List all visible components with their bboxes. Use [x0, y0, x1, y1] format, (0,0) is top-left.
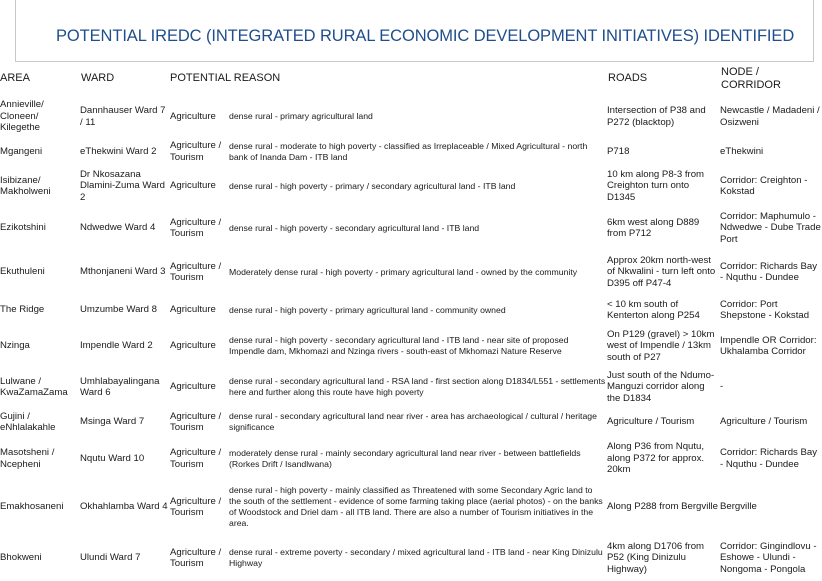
- roads-cell: 4km along D1706 from P52 (King Dinizulu Highway): [607, 540, 705, 575]
- potential-cell: Agriculture: [170, 180, 216, 192]
- area-cell: Nzinga: [0, 340, 30, 352]
- table-row: [0, 368, 822, 406]
- reason-cell: dense rural - high poverty - secondary agricultural land - ITB land - near site of proposed Impendle dam, Mkhomazi and Nzinga rivers - south-east of Mkhomazi Nature Reserve: [229, 335, 569, 356]
- node-cell: Corridor: Creighton - Kokstad: [720, 174, 808, 197]
- ward-cell: Impendle Ward 2: [80, 340, 153, 352]
- node-cell: Bergville: [720, 501, 757, 513]
- node-cell: Corridor: Gingindlovu - Eshowe - Ulundi - Nongoma - Pongola: [720, 540, 817, 575]
- roads-cell: Approx 20km north-west of Nkwalini - turn left onto D395 off P47-4: [607, 254, 716, 289]
- ward-cell: Umhlabayalingana Ward 6: [80, 375, 160, 398]
- ward-cell: Mthonjaneni Ward 3: [80, 266, 166, 278]
- page-title: POTENTIAL IREDC (INTEGRATED RURAL ECONOMIC DEVELOPMENT INITIATIVES) IDENTIFIED: [56, 27, 795, 45]
- table-row: [0, 325, 822, 367]
- roads-cell: Intersection of P38 and P272 (blacktop): [607, 105, 706, 128]
- roads-cell: On P129 (gravel) > 10km west of Impendle / 13km south of P27: [607, 328, 715, 363]
- roads-cell: < 10 km south of Kenterton along P254: [607, 298, 700, 321]
- potential-cell: Agriculture / Tourism: [170, 140, 222, 163]
- area-cell: Emakhosaneni: [0, 501, 64, 513]
- reason-cell: dense rural - primary agricultural land: [229, 111, 373, 121]
- node-cell: -: [720, 381, 724, 393]
- potential-cell: Agriculture / Tourism: [170, 216, 222, 239]
- area-cell: Lulwane / KwaZamaZama: [0, 375, 68, 398]
- table-row: [0, 207, 822, 249]
- reason-cell: dense rural - secondary agricultural land near river - area has archaeological / cultural / heritage significance: [229, 411, 597, 432]
- node-cell: Corridor: Maphumulo - Ndwedwe - Dube Trade Port: [720, 210, 821, 245]
- reason-cell: dense rural - high poverty - secondary agricultural land - ITB land: [229, 222, 480, 233]
- ward-cell: Dr Nkosazana Dlamini-Zuma Ward 2: [80, 168, 165, 203]
- reason-cell: moderately dense rural - mainly secondary agricultural land near river - between battlefields (Rorkes Drift / Isandlwana): [229, 447, 581, 469]
- area-cell: Ezikotshini: [0, 222, 46, 234]
- reason-cell: Moderately dense rural - high poverty - primary agricultural land - owned by the community: [229, 266, 578, 277]
- roads-cell: 10 km along P8-3 from Creighton turn onto D1345: [607, 168, 705, 203]
- table-row: [0, 138, 822, 165]
- potential-cell: Agriculture: [170, 110, 216, 122]
- roads-cell: 6km west along D889 from P712: [607, 216, 700, 239]
- node-cell: Impendle OR Corridor: Ukhalamba Corridor: [720, 334, 817, 357]
- table-row: [0, 166, 822, 206]
- table-row: [0, 96, 822, 137]
- potential-cell: Agriculture / Tourism: [170, 447, 222, 470]
- roads-cell: Along P288 from Bergville: [607, 501, 718, 513]
- potential-cell: Agriculture / Tourism: [170, 260, 222, 283]
- area-cell: Annieville/ Cloneen/ Kilegethe: [0, 99, 44, 134]
- potential-cell: Agriculture: [170, 304, 216, 316]
- ward-cell: Nqutu Ward 10: [80, 452, 145, 464]
- node-cell: eThekwini: [720, 145, 764, 157]
- ward-cell: Msinga Ward 7: [80, 416, 145, 428]
- header-node-corridor: NODE / CORRIDOR: [721, 66, 781, 91]
- table-row: [0, 296, 822, 324]
- header-ward: WARD: [81, 72, 115, 84]
- roads-cell: Just south of the Ndumo-Manguzi corridor along the D1834: [607, 369, 715, 404]
- table-row: [0, 407, 822, 437]
- node-cell: Agriculture / Tourism: [720, 416, 808, 428]
- potential-cell: Agriculture / Tourism: [170, 495, 222, 518]
- ward-cell: Ndwedwe Ward 4: [80, 222, 156, 234]
- table-row: [0, 536, 822, 580]
- roads-cell: P718: [607, 145, 630, 157]
- area-cell: Ekuthuleni: [0, 266, 45, 278]
- potential-cell: Agriculture: [170, 340, 216, 352]
- header-potential-reason: POTENTIAL REASON: [170, 72, 281, 84]
- ward-cell: Dannhauser Ward 7 / 11: [80, 105, 166, 128]
- reason-cell: dense rural - moderate to high poverty - classified as Irreplaceable / Mixed Agricultural - north bank of Inanda Dam - ITB land: [229, 140, 588, 162]
- potential-cell: Agriculture: [170, 381, 216, 393]
- potential-cell: Agriculture / Tourism: [170, 546, 222, 569]
- area-cell: Gujini / eNhlalakahle: [0, 410, 56, 433]
- potential-cell: Agriculture / Tourism: [170, 410, 222, 433]
- ward-cell: Okhahlamba Ward 4: [80, 501, 168, 513]
- area-cell: Bhokweni: [0, 552, 42, 564]
- reason-cell: dense rural - extreme poverty - secondary / mixed agricultural land - ITB land - near King Dinizulu Highway: [229, 547, 603, 568]
- area-cell: Masotsheni / Ncepheni: [0, 447, 55, 470]
- area-cell: Mgangeni: [0, 145, 43, 157]
- reason-cell: dense rural - secondary agricultural land - RSA land - first section along D1834/L551 - settlements here and further along this route have high poverty: [229, 376, 606, 397]
- node-cell: Corridor: Richards Bay - Nquthu - Dundee: [720, 447, 818, 470]
- ward-cell: Umzumbe Ward 8: [80, 304, 157, 316]
- roads-cell: Agriculture / Tourism: [607, 416, 695, 428]
- node-cell: Newcastle / Madadeni / Osizweni: [720, 105, 820, 128]
- reason-cell: dense rural - high poverty - primary / secondary agricultural land - ITB land: [229, 180, 516, 191]
- area-cell: Isibizane/ Makholweni: [0, 174, 51, 197]
- header-roads: ROADS: [608, 72, 648, 84]
- reason-cell: dense rural - high poverty - mainly classified as Threatened with some Secondary Agric land to the south of the settlement - evidence of some farming taking place (aerial photos) - on the banks of Woodstock and Driel dam - all ITB land. There are also a number of Tourism initiatives in the area.: [229, 485, 603, 528]
- ward-cell: Ulundi Ward 7: [80, 552, 141, 564]
- ward-cell: eThekwini Ward 2: [80, 145, 157, 157]
- area-cell: The Ridge: [0, 304, 45, 316]
- table-row: [0, 480, 822, 534]
- node-cell: Corridor: Richards Bay - Nquthu - Dundee: [720, 260, 818, 283]
- node-cell: Corridor: Port Shepstone - Kokstad: [720, 298, 810, 321]
- table-row: [0, 250, 822, 294]
- table-row: [0, 438, 822, 479]
- header-area: AREA: [0, 72, 30, 84]
- title-frame: [15, 0, 814, 62]
- reason-cell: dense rural - high poverty - primary agricultural land - community owned: [229, 304, 506, 315]
- roads-cell: Along P36 from Nqutu, along P372 for approx. 20km: [607, 441, 705, 476]
